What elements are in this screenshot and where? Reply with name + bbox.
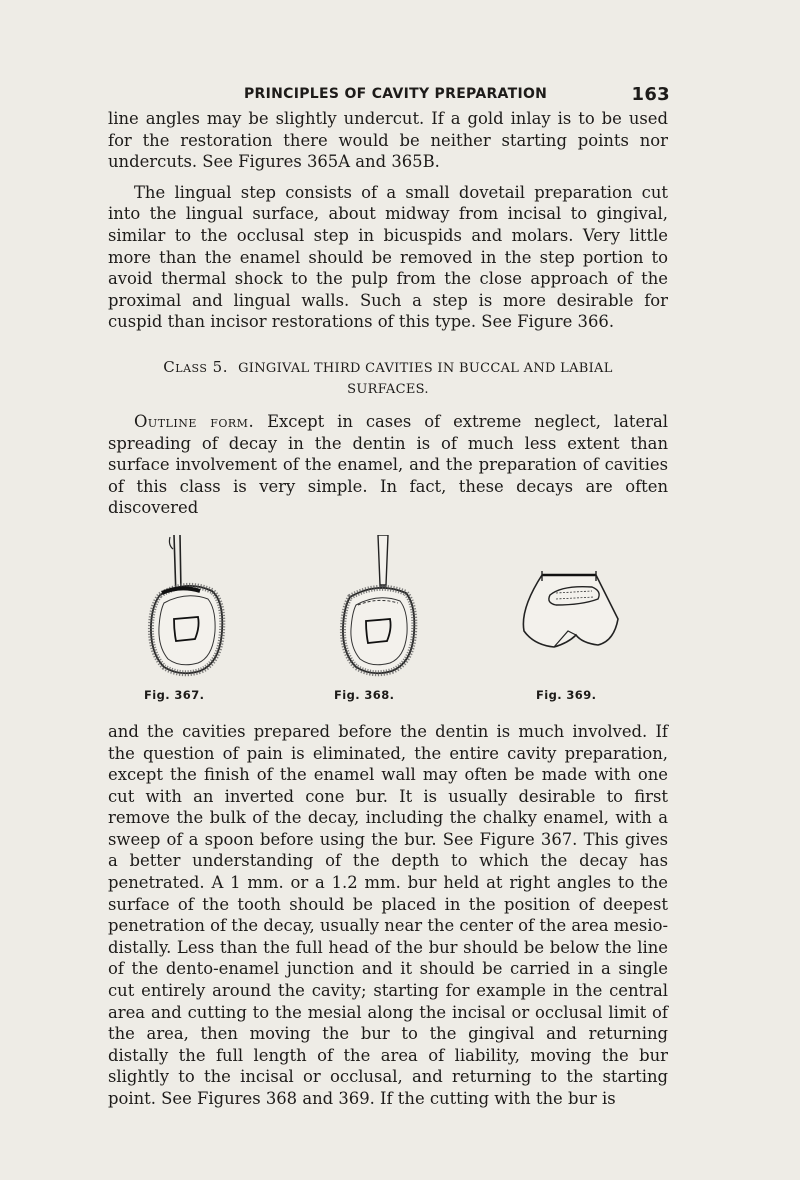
cavity-section-illustration (512, 569, 622, 669)
figure-367 (140, 535, 232, 685)
figure-369 (512, 569, 622, 669)
paragraph-continued: line angles may be slightly undercut. If a gold inlay is to be used for the restoration there would be neither starting points nor undercuts. See Figures 365A and 365B. (108, 109, 668, 172)
caption-fig-367: Fig. 367. (144, 687, 205, 702)
figure-368 (332, 535, 424, 685)
section-class-label: Class 5. (163, 357, 228, 376)
paragraph-outline-form (108, 411, 668, 519)
tooth-bur-illustration (332, 535, 424, 685)
tooth-spoon-illustration (140, 535, 232, 685)
book-page (108, 80, 668, 1110)
running-header (108, 80, 668, 108)
outline-form-text: Except in cases of extreme neglect, lateral spreading of decay in the dentin is of much less extent than surface involvement of the enamel, and the preparation of cavities of this class is very simple. In fact, these decays are often discovered (108, 411, 668, 518)
section-title-line1: GINGIVAL THIRD CAVITIES IN BUCCAL AND LABIAL (238, 360, 613, 376)
section-heading-class-5 (108, 357, 668, 400)
outline-form-lead: Outline form. (134, 411, 255, 431)
paragraph-lingual-step: The lingual step consists of a small dovetail preparation cut into the lingual surface, about midway from incisal to gingival, similar to the occlusal step in bicuspids and molars. Very little more than the enamel should be removed in the step portion to avoid thermal shock to the pulp from the close approach of the proximal and lingual walls. Such a step is more desirable for cuspid than incisor restorations of this type. See Figure 366. (108, 182, 668, 332)
paragraph-continuation: and the cavities prepared before the dentin is much involved. If the question of pain is eliminated, the entire cavity preparation, except the finish of the enamel wall may often be made with one cut with an inverted cone bur. It is usually desirable to first remove the bulk of the decay, including the chalky enamel, with a sweep of a spoon before using the bur. See Figure 367. This gives a better understanding of the depth to which the decay has penetrated. A 1 mm. or a 1.2 mm. bur held at right angles to the surface of the tooth should be placed in the position of deepest penetration of the decay, usually near the center of the area mesio-distally. Less than the full head of the bur should be below the line of the dento-enamel junction and it should be carried in a single cut entirely around the cavity; starting for example in the central area and cutting to the mesial along the incisal or occlusal limit of the area, then moving the bur to the gingival and returning distally the full length of the area of liability, moving the bur slightly to the incisal or occlusal, and returning to the starting point. See Figures 368 and 369. If the cutting with the bur is (108, 721, 668, 1108)
running-title: PRINCIPLES OF CAVITY PREPARATION (244, 86, 548, 102)
caption-fig-368: Fig. 368. (334, 687, 395, 702)
section-title-line2: SURFACES. (347, 381, 429, 397)
figure-row (108, 523, 668, 721)
caption-fig-369: Fig. 369. (536, 687, 597, 702)
page-number: 163 (631, 84, 670, 105)
